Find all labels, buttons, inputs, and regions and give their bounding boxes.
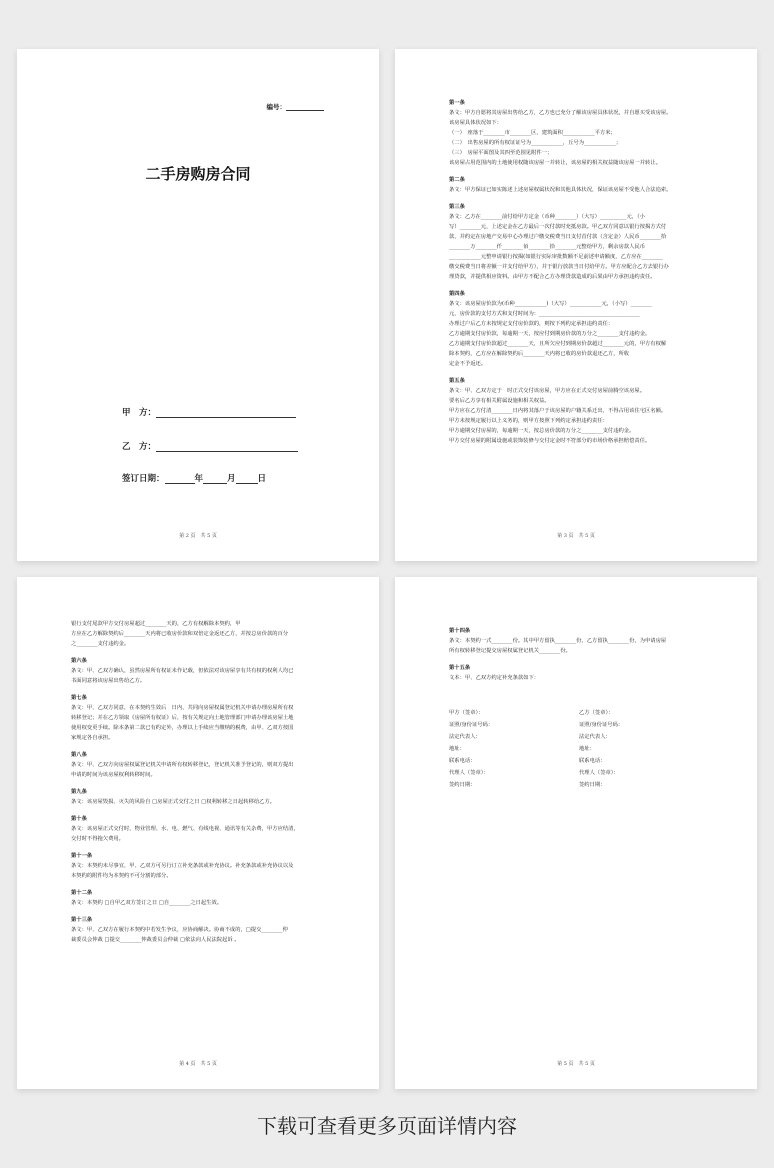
page-number: 第 3 页 共 5 页 (557, 533, 595, 539)
section-heading: 第九条 (71, 789, 87, 795)
party-a-field (122, 406, 296, 418)
signature-row (449, 719, 709, 731)
clause-line: 条文：本契约一式________份。其中甲方留执________份，乙方留执________份，为申请房屋 (449, 638, 667, 644)
party-b-field (122, 440, 298, 452)
year-label: 年 (194, 474, 204, 484)
page-4-text (71, 619, 331, 945)
party-b-signature-field: 地址： (579, 746, 595, 752)
section-heading: 第八条 (71, 752, 87, 758)
party-a-signature-field: 签约日期： (449, 782, 476, 788)
signature-row (449, 731, 709, 743)
clause-line: 之________支付违约金。 (71, 641, 130, 647)
clause-line: 条文：甲方保证已如实陈述上述房屋权属状况和其他具体状况，保证该房屋不受他人合法追索。 (449, 187, 672, 193)
contract-page-5 (395, 577, 757, 1089)
clause-line: 条文：该房屋房价款为(币种____________)（大写）____________元，（小写）________ (449, 301, 652, 307)
year-underline (165, 474, 195, 484)
page-number: 第 4 页 共 5 页 (179, 1061, 217, 1067)
clause-line: 书面同意将该房屋出售给乙方。 (71, 678, 146, 684)
party-a-signature-field: 证照/身份证号码： (449, 722, 494, 728)
party-a-signature-field: 代理人（签章）： (449, 770, 489, 776)
day-label: 日 (257, 474, 267, 484)
party-a-signature-field: 联系电话： (449, 758, 476, 764)
clause-line: 条文：甲方自愿将其房屋出售给乙方，乙方也已充分了解该房屋具体状况，并自愿买受该房屋。 (449, 110, 672, 116)
clause-line: 方应在乙方解除契约后________天内将已收房价款和双倍定金返还乙方，并按总房价款的百分 (71, 631, 289, 637)
signature-block (449, 707, 709, 791)
page-number: 第 5 页 共 5 页 (557, 1061, 595, 1067)
clause-line: 银行支付尾款甲方交付房屋超过________天的，乙方有权解除本契约，甲 (71, 621, 241, 627)
page-3-text (449, 91, 709, 446)
clause-line: 该房屋占用范围内的土地使用权随该房屋一并转让，该房屋的相关权益随该房屋一并转让。 (449, 160, 661, 166)
day-underline (236, 474, 258, 484)
serial-number-field (267, 102, 325, 111)
contract-page-4 (17, 577, 379, 1089)
clause-line: 所有权转移登记提交房屋权属登记机关________份。 (449, 648, 571, 654)
contract-page-2 (17, 49, 379, 561)
party-a-underline (156, 408, 296, 418)
sign-date-field (122, 472, 266, 484)
signature-row (449, 755, 709, 767)
section-heading: 第十条 (71, 816, 87, 822)
clause-line: 乙方逾期支付房价款超过________天，且所欠应付到期房价款超过________元的，甲方有权解 (449, 341, 667, 347)
party-a-label: 甲 方： (122, 408, 157, 418)
clause-line: 甲方逾期交付房屋的，每逾期一天，按总房价款的万分之________支付违约金。 (449, 428, 635, 434)
party-b-label: 乙 方： (122, 442, 157, 452)
clause-line: 款，并约定在房地产交易中心办理过户缴交税费当日支付首付款（含定金）人民币________拾 (449, 234, 667, 240)
clause-line: 文本：甲、乙双方约定补充条款如下： (449, 675, 540, 681)
clause-line: 转移登记；并在乙方领取《房屋所有权证》后，按有关规定向土地管理部门申请办理该房屋土地 (71, 715, 294, 721)
clause-line: 缴交税费当日将差额一并支付给甲方），并于银行放款当日付给甲方。甲方应配合乙方去银行办 (449, 264, 669, 270)
clause-line: （一） 座落于________市________区，建筑面积____________平方米； (449, 130, 616, 136)
clause-line: 使用权变更手续。除本条第二款已有约定外，办理以上手续应当缴纳的税费，由甲、乙双方按国 (71, 725, 294, 731)
serial-underline (286, 103, 324, 111)
clause-line: 条文：该房屋毁损、灭失的风险自 □房屋正式交付之日 □权利转移之日起转移给乙方。 (71, 799, 276, 805)
section-heading: 第七条 (71, 695, 87, 701)
clause-line: 本契约的附件均为本契约不可分割的部分。 (71, 873, 172, 879)
section-heading: 第六条 (71, 658, 87, 664)
signature-row (449, 779, 709, 791)
clause-line: 写）________元，上述定金在乙方最后一次付款时充抵房款。甲乙双方同意以银行按揭方式付 (449, 224, 667, 230)
section-heading: 第一条 (449, 100, 465, 106)
clause-line: 条文：甲、乙双方同意，在本契约生效后 日内，共同向房屋权属登记机关申请办理房屋所有权 (71, 705, 294, 711)
clause-line: 甲方交付房屋的附属设施或装饰装修与交付定金时不符部分的市场价格承担赔偿责任。 (449, 438, 651, 444)
clause-line: 甲方应在乙方付清________日内将其落户于该房屋的户籍关系迁出，不得占用该住宅区名额。 (449, 408, 667, 414)
party-a-signature-field: 法定代表人： (449, 734, 481, 740)
clause-line: 定金不予返还。 (449, 361, 487, 367)
section-heading: 第十三条 (71, 917, 93, 923)
clause-line: 乙方逾期支付房价款，每逾期一天，按应付到期房价款的万分之________支付违约金。 (449, 331, 651, 337)
signature-row (449, 743, 709, 755)
section-heading: 第五条 (449, 378, 465, 384)
sign-date-label: 签订日期： (122, 474, 165, 484)
month-label: 月 (227, 474, 236, 484)
clause-line: 条文：甲、乙双方定于 时正式交付该房屋，甲方应在正式交付房屋前腾空该房屋。 (449, 388, 645, 394)
clause-line: 办理过户后乙方未按规定支付房价款的，则按下列约定承担违约责任： (449, 321, 614, 327)
clause-line: 条文：甲、乙双方确认，虽然房屋所有权证未作记载，但依法对该房屋享有共有权的权利人均已 (71, 668, 294, 674)
clause-line: （二） 出售房屋的所有权证证号为____________，丘号为____________； (449, 140, 622, 146)
clause-line: 裁委员会仲裁 □提交________仲裁委员会仲裁 □依法向人民法院起诉 。 (71, 937, 240, 943)
clause-line: 条文：甲、乙双方在履行本契约中若发生争议，应协商解决。协商不成的，□提交________仲 (71, 927, 288, 933)
page-number: 第 2 页 共 5 页 (179, 533, 217, 539)
section-heading: 第十一条 (71, 853, 93, 859)
clause-line: 条文：甲、乙双方向房屋权属登记机关申请所有权转移登记，登记机关准予登记的，则双方提出 (71, 762, 294, 768)
party-b-signature-field: 联系电话： (579, 758, 606, 764)
clause-line: 条文：本契约未尽事宜，甲、乙双方可另行订立补充条款或补充协议。补充条款或补充协议以及 (71, 863, 294, 869)
contract-title: 二手房购房合同 (145, 165, 251, 183)
clause-line: 要名后乙方享有相关附属设施和相关权益。 (449, 398, 550, 404)
clause-line: 条文：本契约 □自甲乙双方签订之日 □自________之日起生效。 (71, 900, 223, 906)
party-b-signature-field: 法定代表人： (579, 734, 611, 740)
clause-line: 甲方未按规定履行以上义务的，则甲方按照下列约定承担违约责任： (449, 418, 608, 424)
party-b-signature-field: 签约日期： (579, 782, 606, 788)
clause-line: 该房屋具体状况如下： (449, 120, 502, 126)
clause-line: ____________元整申请银行按揭(如银行实际审批数额不足前述申请额度，乙方应在________ (449, 254, 663, 260)
page-5-text (449, 619, 709, 683)
party-b-underline (156, 442, 298, 452)
contract-page-3 (395, 49, 757, 561)
clause-line: ________万________仟________佰________拾________元整给甲方，剩余房款人民币 (449, 244, 645, 250)
section-heading: 第二条 (449, 177, 465, 183)
clause-line: 交付时不得拖欠费用。 (71, 836, 124, 842)
clause-line: （三） 房屋平面图及其四至范围见附件一； (449, 150, 553, 156)
clause-line: 申请的时间为该房屋权利转移时间。 (71, 772, 156, 778)
section-heading: 第十四条 (449, 628, 471, 634)
party-b-signature-field: 代理人（签章）： (579, 770, 619, 776)
clause-line: 理贷款，并提供相应资料。由甲方不配合乙方办理贷款造成的后果由甲方承担违约责任。 (449, 274, 656, 280)
month-underline (203, 474, 227, 484)
party-b-signature-field: 证照/身份证号码： (579, 722, 624, 728)
serial-label: 编号： (266, 103, 286, 111)
section-heading: 第三条 (449, 204, 465, 210)
clause-line: 除本契约，乙方应在解除契约后________天内将已收的房价款退还乙方，所收 (449, 351, 630, 357)
section-heading: 第四条 (449, 291, 465, 297)
clause-line: 家规定各自承担。 (71, 735, 114, 741)
clause-line: 条文：该房屋正式交付时，物业管理、水、电、燃气、有线电视、通讯等有关杂费，甲方应结清， (71, 826, 299, 832)
party-a-signature-field: 甲方（签章）： (449, 710, 484, 716)
clause-line: 条文：乙方在________前付给甲方定金（币种________）（大写）__________元，（小 (449, 214, 645, 220)
section-heading: 第十五条 (449, 665, 471, 671)
clause-line: 元，房价款的支付方式和支付时间为：______________________________________ (449, 311, 640, 317)
signature-row (449, 767, 709, 779)
section-heading: 第十二条 (71, 890, 93, 896)
party-a-signature-field: 地址： (449, 746, 465, 752)
party-b-signature-field: 乙方（签章）： (579, 710, 614, 716)
signature-row (449, 707, 709, 719)
download-caption: 下载可查看更多页面详情内容 (257, 1114, 517, 1138)
